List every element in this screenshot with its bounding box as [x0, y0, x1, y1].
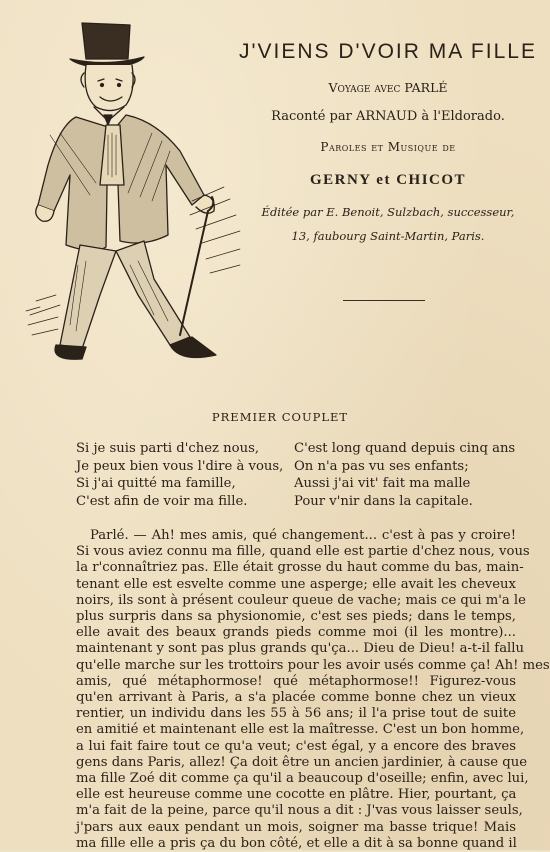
prose-line: en amitié et maintenant elle est la maîtresse. C'est un bon homme, — [76, 722, 525, 738]
prose-line: m'a fait de la peine, parce qu'il nous a dit : J'vas vous laisser seuls, — [76, 803, 523, 819]
divider-rule — [343, 300, 425, 301]
verse-line: C'est long quand depuis cinq ans — [294, 441, 516, 456]
prose-line: a lui fait faire tout ce qu'a veut; c'est égal, y a encore des braves — [76, 738, 516, 754]
verse-right-column — [294, 440, 515, 510]
verse-line: On n'a pas vu ses enfants; — [294, 458, 469, 474]
prose-line: j'pars aux eaux pendant un mois, soigner ma basse trique! Mais — [76, 819, 516, 835]
man-with-cane-illustration — [20, 15, 245, 370]
song-subtitle: Voyage avec PARLÉ — [328, 80, 448, 95]
couplet-heading: PREMIER COUPLET — [211, 410, 349, 424]
prose-line: maintenant y sont pas plus grands qu'ça... Dieu de Dieu! a-t-il fallu — [76, 641, 524, 657]
prose-line: qu'en arrivant à Paris, a s'a placée comme bonne chez un vieux — [76, 690, 516, 706]
song-title: J'VIENS D'VOIR MA FILLE — [239, 40, 537, 63]
prose-line: amis, qué métaphormose! qué métaphormose!! Figurez-vous — [76, 673, 516, 689]
verse-line: Pour v'nir dans la capitale. — [294, 493, 473, 509]
prose-line: plus surpris dans sa physionomie, c'est ses pieds; dans le temps, — [76, 609, 516, 625]
publisher-address: 13, faubourg Saint-Martin, Paris. — [291, 229, 485, 243]
title-block — [238, 40, 538, 243]
verse-line: Aussi j'ai vit' fait ma malle — [294, 476, 471, 491]
verse-left-column — [76, 440, 283, 510]
prose-line: la r'connaîtriez pas. Elle était grosse du haut comme du bas, main- — [76, 560, 524, 576]
verse-line: Si j'ai quitté ma famille, — [76, 476, 236, 491]
prose-line: Parlé. — Ah! mes amis, qué changement... c'est à pas y croire! — [90, 528, 516, 543]
performer-credit: Raconté par ARNAUD à l'Eldorado. — [271, 109, 505, 124]
verse-line: C'est afin de voir ma fille. — [76, 493, 248, 509]
lyrics-music-label: Paroles et Musique de — [320, 140, 456, 154]
verse-line: Si je suis parti d'chez nous, — [76, 441, 260, 456]
prose-line: ma fille elle a pris ça du bon côté, et elle a dit à sa bonne quand il — [76, 835, 517, 851]
prose-line: Si vous aviez connu ma fille, quand elle est partie d'chez nous, vous — [76, 544, 530, 560]
authors: GERNY et CHICOT — [309, 172, 467, 188]
prose-line: ma fille Zoé dit comme ça qu'il a beaucoup d'oseille; enfin, avec lui, — [76, 771, 529, 787]
prose-line: rentier, un individu dans les 55 à 56 ans; il l'a prise tout de suite — [76, 706, 516, 722]
prose-line: tenant elle est esvelte comme une asperge; elle avait les cheveux — [76, 576, 516, 592]
prose-line: gens dans Paris, allez! Ça doit être un ancien jardinier, à cause que — [76, 754, 528, 770]
publisher-line: Éditée par E. Benoit, Sulzbach, successeur, — [261, 205, 515, 219]
prose-line: elle est heureuse comme une cocotte en plâtre. Hier, pourtant, ça — [76, 787, 517, 803]
prose-line: noirs, ils sont à présent couleur queue de vache; mais ce qui m'a le — [76, 592, 526, 608]
prose-line: qu'elle marche sur les trottoirs pour les avoir usés comme ça! Ah! mes — [76, 657, 550, 673]
spoken-prose — [76, 528, 550, 852]
verse-line: Je peux bien vous l'dire à vous, — [76, 458, 284, 474]
prose-line: elle avait des beaux grands pieds comme moi (il les montre)... — [76, 625, 516, 641]
